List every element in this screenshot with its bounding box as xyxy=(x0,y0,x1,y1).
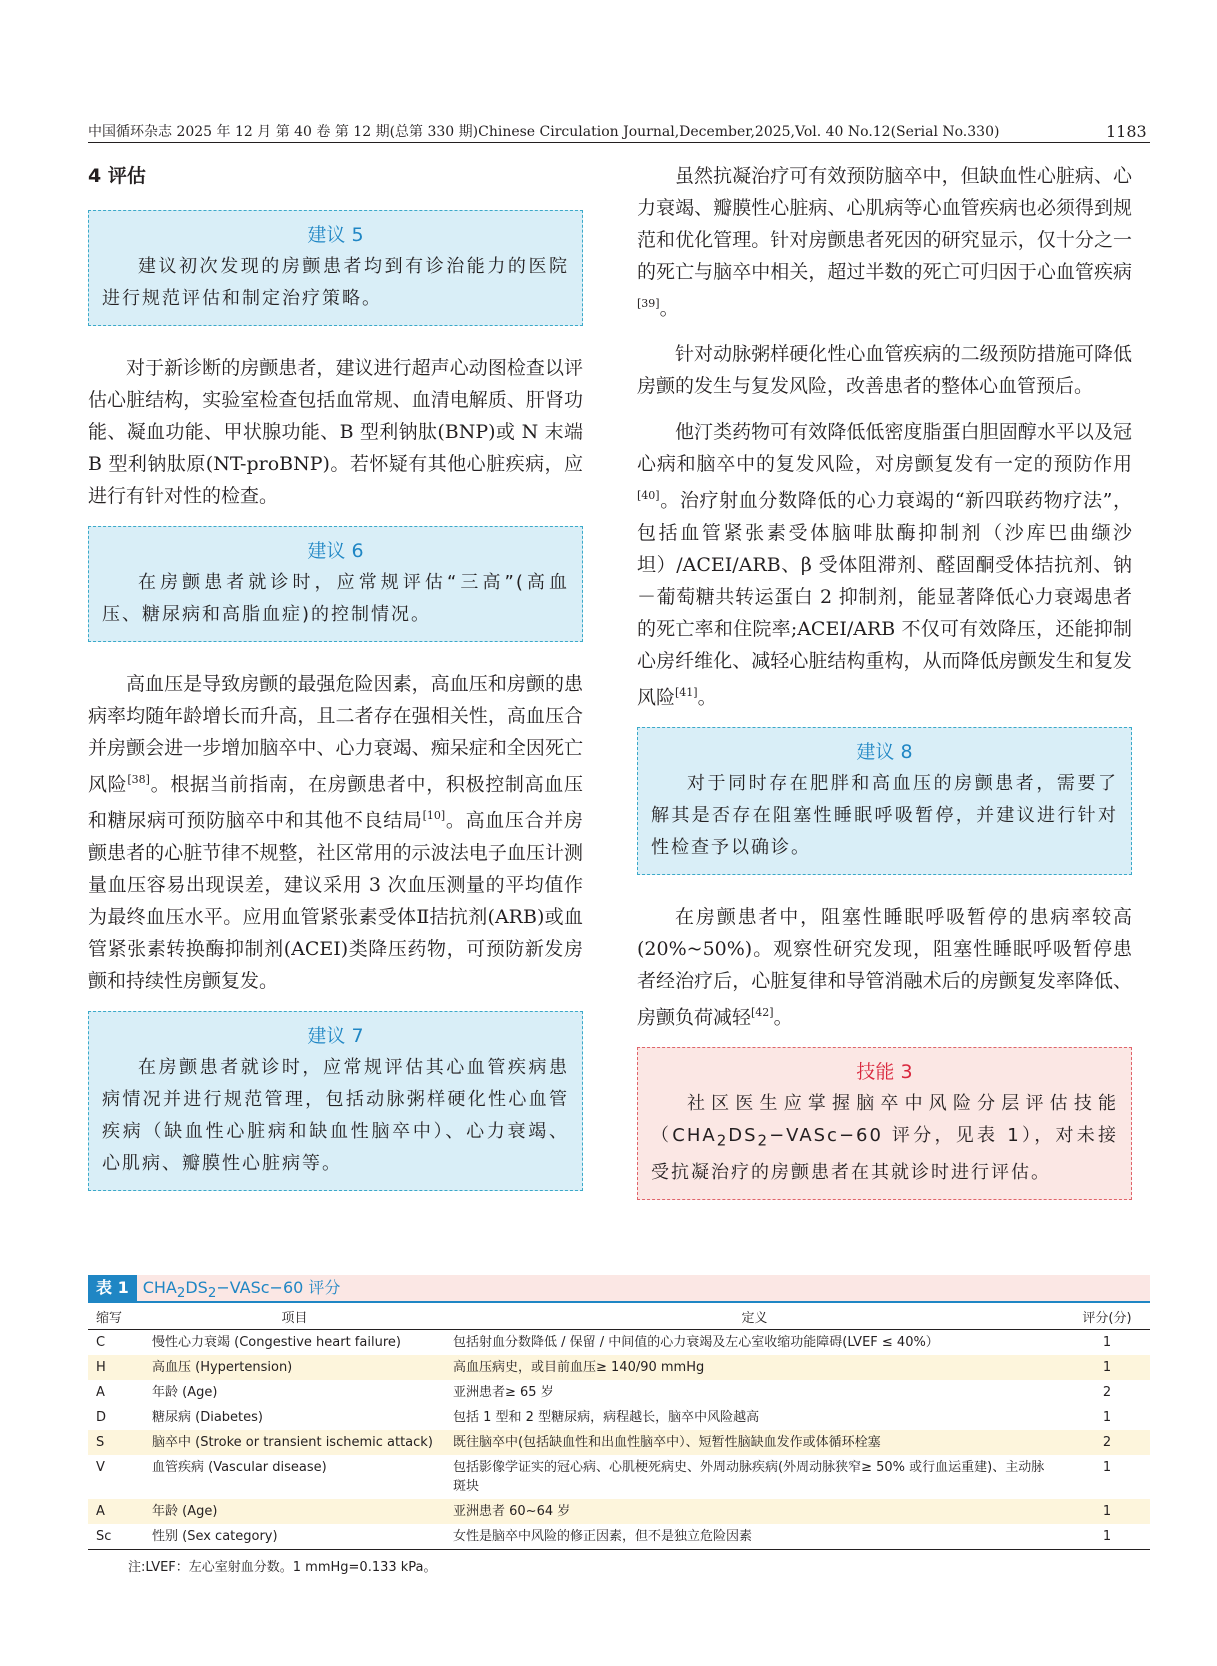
recommendation-6-text: 在房颤患者就诊时，应常规评估“三高”(高血压、糖尿病和高脂血症)的控制情况。 xyxy=(102,572,569,625)
table-row: H 高血压 (Hypertension) 高血压病史，或目前血压≥ 140/90 mmHg 1 xyxy=(88,1355,1150,1380)
table-row: D 糖尿病 (Diabetes) 包括 1 型和 2 型糖尿病，病程越长，脑卒中风险越高 1 xyxy=(96,1410,1112,1425)
page-number: 1183 xyxy=(1106,122,1147,141)
table-tag: 表 1 xyxy=(88,1275,137,1301)
table-row: A 年龄 (Age) 亚洲患者 60~64 岁 1 xyxy=(88,1499,1150,1524)
paragraph-statins: 他汀类药物可有效降低低密度脂蛋白胆固醇水平以及冠心病和脑卒中的复发风险，对房颤复发有一定的预防作用[40]。治疗射血分数降低的心力衰竭的“新四联药物疗法”，包括血管紧张素受体脑啡肽酶抑制剂（沙库巴曲缬沙坦）/ACEI/ARB、β 受体阻滞剂、醛固酮受体拮抗剂、钠－葡萄糖共转运蛋白 2 抑制剂，能显著降低心力衰竭患者的死亡率和住院率;ACEI/ARB 不仅可有效降压，还能抑制心房纤维化、减轻心脏结构重构，从而降低房颤发生和复发风险[41]。 xyxy=(637,421,1132,708)
recommendation-8-box xyxy=(637,727,1132,875)
header-abbr: 缩写 xyxy=(88,1303,144,1330)
running-header xyxy=(88,118,1150,143)
paragraph-hypertension: 高血压是导致房颤的最强危险因素，高血压和房颤的患病率均随年龄增长而升高，且二者存在强相关性，高血压合并房颤会进一步增加脑卒中、心力衰竭、痴呆症和全因死亡风险[38]。根据当前指南，在房颤患者中，积极控制高血压和糖尿病可预防脑卒中和其他不良结局[10]。高血压合并房颤患者的心脏节律不规整，社区常用的示波法电子血压计测量血压容易出现误差，建议采用 3 次血压测量的平均值作为最终血压水平。应用血管紧张素受体Ⅱ拮抗剂(ARB)或血管紧张素转换酶抑制剂(ACEI)类降压药物，可预防新发房颤和持续性房颤复发。 xyxy=(88,673,583,992)
table-note: 注:LVEF：左心室射血分数。1 mmHg=0.133 kPa。 xyxy=(128,1560,437,1575)
paragraph-secondary-prevention: 针对动脉粥样硬化性心血管疾病的二级预防措施可降低房颤的发生与复发风险，改善患者的整体心血管预后。 xyxy=(637,343,1132,398)
table-row: V 血管疾病 (Vascular disease) 包括影像学证实的冠心病、心肌梗死病史、外周动脉疾病(外周动脉狭窄≥ 50% 或行血运重建)、主动脉斑块 1 xyxy=(96,1460,1112,1494)
header-score: 评分(分) xyxy=(1064,1303,1150,1330)
recommendation-8-title: 建议 8 xyxy=(856,740,913,763)
citation-40[interactable]: [40] xyxy=(637,489,660,503)
citation-10[interactable]: [10] xyxy=(422,809,446,823)
table-title: 表 1 $CHA_2DS_2-VASc-60$ 评分 xyxy=(88,1275,1150,1303)
header-item: 项目 xyxy=(144,1303,445,1330)
recommendation-7-text: 在房颤患者就诊时，应常规评估其心血管疾病患病情况并进行规范管理，包括动脉粥样硬化性心血管疾病（缺血性心脏病和缺血性脑卒中）、心力衰竭、心肌病、瓣膜性心脏病等。 xyxy=(102,1056,569,1174)
citation-42[interactable]: [42] xyxy=(751,1005,774,1019)
citation-39[interactable]: [39] xyxy=(637,297,660,310)
recommendation-5-text: 建议初次发现的房颤患者均到有诊治能力的医院进行规范评估和制定治疗策略。 xyxy=(102,256,569,309)
citation-38[interactable]: [38] xyxy=(127,773,150,786)
score-table xyxy=(88,1303,1150,1550)
recommendation-6-title: 建议 6 xyxy=(307,540,364,562)
paragraph-sleep-apnea: 在房颤患者中，阻塞性睡眠呼吸暂停的患病率较高(20%~50%)。观察性研究发现，阻塞性睡眠呼吸暂停患者经治疗后，心脏复律和导管消融术后的房颤复发率降低、房颤负荷减轻[42]。 xyxy=(637,905,1132,1029)
paragraph-anticoagulation: 虽然抗凝治疗可有效预防脑卒中，但缺血性心脏病、心力衰竭、瓣膜性心脏病、心肌病等心血管疾病也必须得到规范和优化管理。针对房颤患者死因的研究显示，仅十分之一的死亡与脑卒中相关，超过半数的死亡可归因于心血管疾病[39]。 xyxy=(637,165,1132,320)
header-definition: 定义 xyxy=(445,1303,1064,1330)
section-title: 4 评估 xyxy=(88,165,146,187)
recommendation-7-box xyxy=(88,1011,583,1191)
table-1 xyxy=(88,1275,1150,1575)
skill-3-text: 社区医生应掌握脑卒中风险分层评估技能（$CHA_2DS_2-VASc-60$ 评分，见表 1），对未接受抗凝治疗的房颤患者在其就诊时进行评估。 xyxy=(651,1093,1118,1183)
left-column xyxy=(88,160,583,1217)
table-row: C 慢性心力衰竭 (Congestive heart failure) 包括射血分数降低 / 保留 / 中间值的心力衰竭及左心室收缩功能障碍(LVEF ≤ 40%） 1 xyxy=(96,1335,1112,1350)
recommendation-7-title: 建议 7 xyxy=(307,1024,364,1047)
citation-41[interactable]: [41] xyxy=(675,685,698,699)
right-column xyxy=(637,160,1132,1226)
table-row: Sc 性别 (Sex category) 女性是脑卒中风险的修正因素，但不是独立危险因素 1 xyxy=(88,1524,1150,1550)
running-head-text: 中国循环杂志 2025 年 12 月 第 40 卷 第 12 期(总第 330 期)Chinese Circulation Journal,December,2025,Vol. 40 No.12(Serial No.330) xyxy=(88,124,1000,140)
paragraph-new-diagnosis: 对于新诊断的房颤患者，建议进行超声心动图检查以评估心脏结构，实验室检查包括血常规、血清电解质、肝肾功能、凝血功能、甲状腺功能、B 型利钠肽(BNP)或 N 末端 B 型利钠肽原(NT-proBNP)。若怀疑有其他心脏疾病，应进行有针对性的检查。 xyxy=(88,357,583,507)
recommendation-5-title: 建议 5 xyxy=(307,224,364,246)
recommendation-5-box xyxy=(88,210,583,326)
recommendation-6-box xyxy=(88,526,583,642)
table-header-row xyxy=(88,1303,1150,1330)
skill-3-title: 技能 3 xyxy=(856,1061,913,1084)
table-row: A 年龄 (Age) 亚洲患者≥ 65 岁 2 xyxy=(96,1385,1112,1400)
skill-3-box xyxy=(637,1047,1132,1200)
recommendation-8-text: 对于同时存在肥胖和高血压的房颤患者，需要了解其是否存在阻塞性睡眠呼吸暂停，并建议进行针对性检查予以确诊。 xyxy=(651,772,1118,858)
table-row: S 脑卒中 (Stroke or transient ischemic attack) 既往脑卒中(包括缺血性和出血性脑卒中）、短暂性脑缺血发作或体循环栓塞 2 xyxy=(88,1430,1150,1455)
